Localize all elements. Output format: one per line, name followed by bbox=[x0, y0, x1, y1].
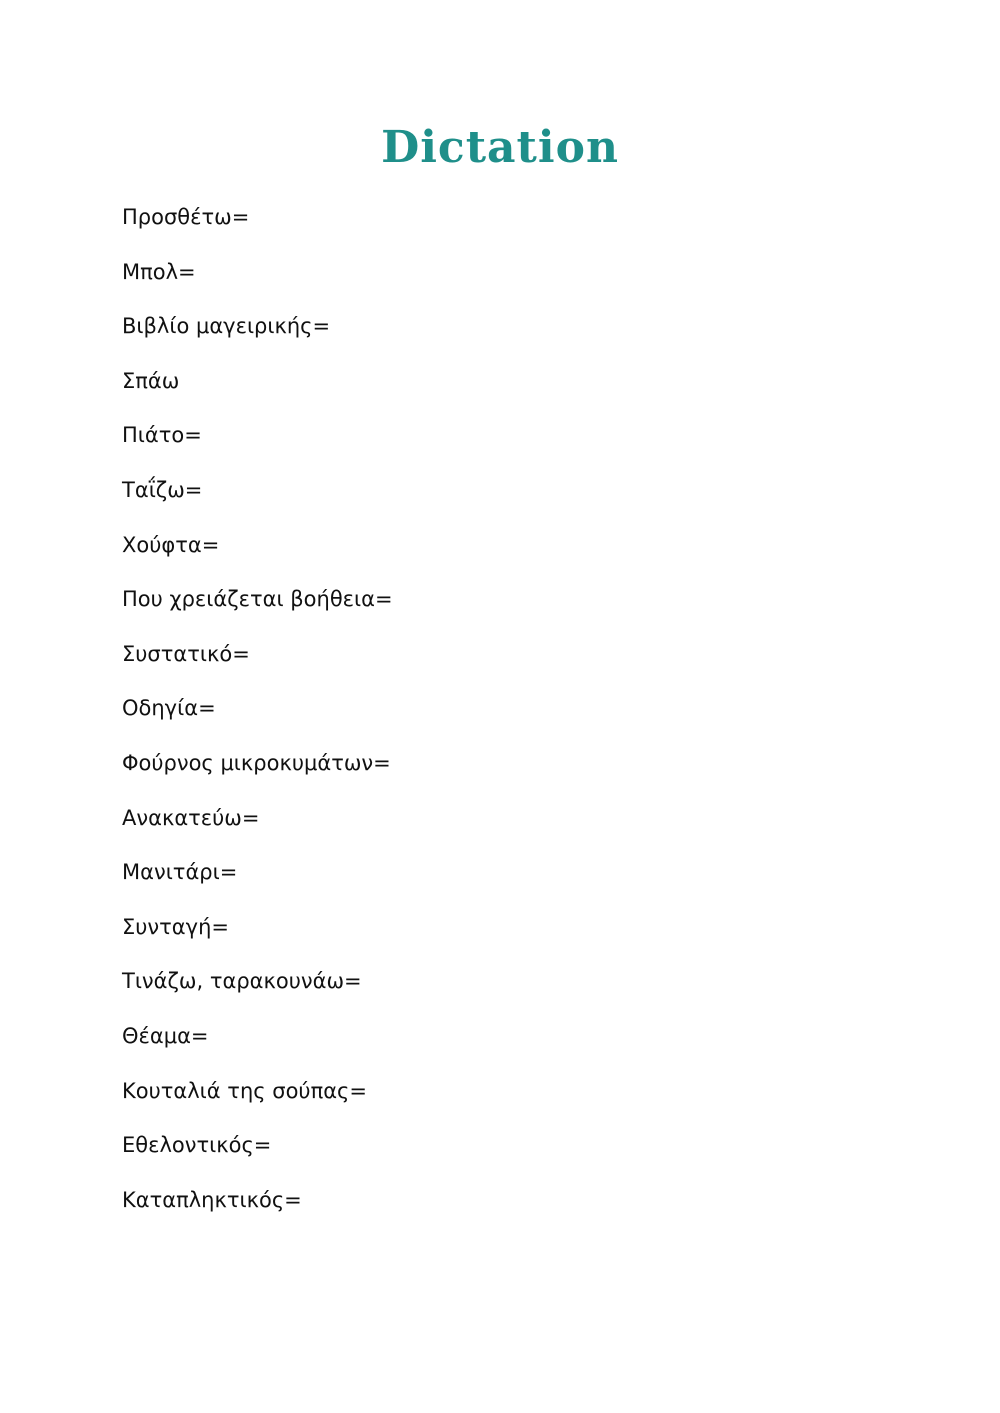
dictation-item: Μανιτάρι= bbox=[122, 860, 238, 885]
dictation-item: Βιβλίο μαγειρικής= bbox=[122, 314, 331, 339]
dictation-item: Τινάζω, ταρακουνάω= bbox=[122, 969, 362, 994]
dictation-item: Εθελοντικός= bbox=[122, 1133, 272, 1158]
dictation-item: Που χρειάζεται βοήθεια= bbox=[122, 587, 393, 612]
dictation-item: Προσθέτω= bbox=[122, 205, 250, 229]
dictation-item: Θέαμα= bbox=[122, 1023, 209, 1048]
dictation-item: Καταπληκτικός= bbox=[122, 1187, 302, 1212]
dictation-item: Ανακατεύω= bbox=[122, 805, 260, 830]
dictation-item: Ταΐζω= bbox=[122, 477, 203, 502]
dictation-item: Συστατικό= bbox=[122, 641, 250, 666]
dictation-item: Κουταλιά της σούπας= bbox=[122, 1078, 367, 1103]
dictation-item: Σπάω bbox=[122, 368, 180, 393]
dictation-item: Μπολ= bbox=[122, 259, 196, 284]
dictation-item: Χούφτα= bbox=[122, 532, 220, 557]
page-title: Dictation bbox=[381, 122, 619, 173]
dictation-item: Συνταγή= bbox=[122, 914, 229, 939]
dictation-item: Οδηγία= bbox=[122, 696, 216, 721]
dictation-list bbox=[122, 197, 393, 1234]
dictation-item: Πιάτο= bbox=[122, 423, 202, 448]
dictation-item: Φούρνος μικροκυμάτων= bbox=[122, 750, 391, 775]
